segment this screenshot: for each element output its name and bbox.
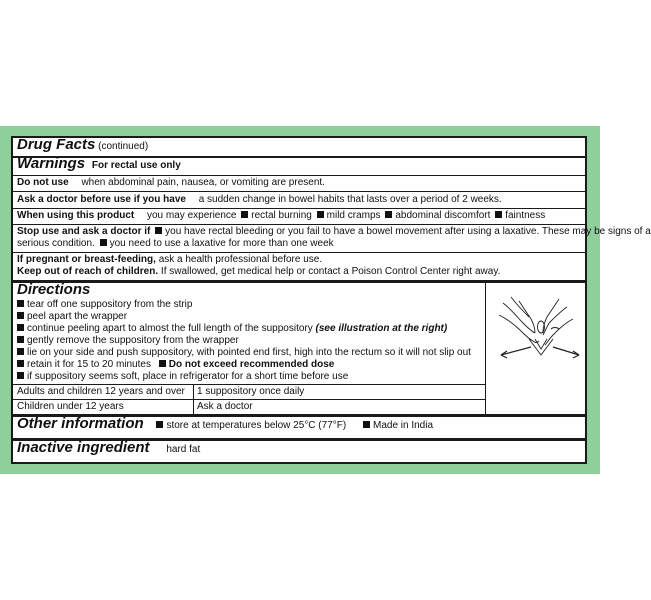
- dose-group: Children under 12 years: [17, 401, 124, 412]
- bullet-square-icon: [17, 336, 24, 343]
- bullet-square-icon: [385, 211, 392, 218]
- bullet-square-icon: [156, 421, 163, 428]
- direction-text: peel apart the wrapper: [27, 311, 128, 322]
- bullet-square-icon: [159, 360, 166, 367]
- divider: [13, 191, 585, 192]
- stop-use-text-1: you have rectal bleeding or you fail to have a bowel movement after using a laxative. These may be signs of a: [165, 226, 651, 237]
- bullet-square-icon: [100, 239, 107, 246]
- direction-text: if suppository seems soft, place in refrigerator for a short time before use: [27, 371, 349, 382]
- bullet-square-icon: [317, 211, 324, 218]
- direction-text: tear off one suppository from the strip: [27, 299, 193, 310]
- table-row-dose: [197, 401, 253, 413]
- bullet-square-icon: [17, 360, 24, 367]
- warnings-subtitle: For rectal use only: [91, 160, 181, 171]
- side-effect-item: rectal burning: [251, 210, 312, 221]
- bullet-square-icon: [17, 324, 24, 331]
- label-panel: [0, 126, 651, 474]
- side-effect-item: mild cramps: [326, 210, 381, 221]
- table-divider: [13, 399, 485, 400]
- stop-use-text-3: you need to use a laxative for more than one week: [109, 238, 334, 249]
- direction-text: lie on your side and push suppository, with pointed end first, high into the rectum so it will not slip out: [27, 347, 471, 358]
- bullet-square-icon: [17, 312, 24, 319]
- side-effect-item: abdominal discomfort: [395, 210, 491, 221]
- ask-doctor-text: a sudden change in bowel habits that lasts over a period of 2 weeks.: [198, 194, 502, 205]
- table-row: [17, 401, 581, 413]
- stop-use-row-2: [17, 238, 581, 250]
- dose-value: 1 suppository once daily: [197, 386, 305, 397]
- do-not-use-text: when abdominal pain, nausea, or vomiting are present.: [81, 177, 325, 188]
- table-divider: [13, 384, 485, 385]
- continued-label: (continued): [98, 141, 149, 152]
- when-using-intro: you may experience: [147, 210, 237, 221]
- do-not-use-label: Do not use: [17, 177, 69, 188]
- pregnant-row: [17, 254, 581, 266]
- origin-info: Made in India: [372, 420, 434, 431]
- bullet-square-icon: [17, 372, 24, 379]
- drug-facts-box: [11, 136, 651, 464]
- storage-info: store at temperatures below 25°C (77°F): [166, 420, 347, 431]
- illustration-note: (see illustration at the right): [315, 323, 448, 334]
- divider: [13, 224, 585, 225]
- table-row-dose: [197, 386, 304, 398]
- direction-text: retain it for 15 to 20 minutes: [27, 359, 151, 370]
- illustration-divider: [485, 282, 486, 414]
- inactive-ingredient-row: [17, 439, 581, 456]
- when-using-label: When using this product: [17, 210, 135, 221]
- inactive-ingredient-text: hard fat: [166, 444, 201, 455]
- children-label: Keep out of reach of children.: [17, 266, 159, 277]
- dose-warning: Do not exceed recommended dose: [168, 359, 335, 370]
- direction-text: continue peeling apart to almost the full length of the suppository: [27, 323, 313, 334]
- drug-facts-header: [17, 136, 581, 153]
- bullet-square-icon: [155, 227, 162, 234]
- side-effect-item: faintness: [505, 210, 546, 221]
- hands-peeling-suppository-illustration: [489, 289, 585, 383]
- other-information-row: [17, 415, 581, 432]
- directions-title: Directions: [17, 281, 91, 298]
- bullet-square-icon: [17, 348, 24, 355]
- ask-doctor-row: [17, 194, 581, 206]
- dose-value: Ask a doctor: [197, 401, 253, 412]
- divider: [13, 208, 585, 209]
- table-column-divider: [193, 384, 194, 414]
- do-not-use-row: [17, 177, 581, 189]
- pregnant-text: ask a health professional before use.: [158, 254, 323, 265]
- children-text: If swallowed, get medical help or contact a Poison Control Center right away.: [160, 266, 501, 277]
- warnings-heading: [17, 155, 581, 172]
- drug-facts-title: Drug Facts: [17, 136, 96, 153]
- when-using-row: [17, 210, 581, 222]
- warnings-title: Warnings: [17, 155, 86, 172]
- divider: [13, 252, 585, 253]
- stop-use-row-1: [17, 226, 651, 238]
- divider: [13, 280, 585, 283]
- inactive-ingredient-title: Inactive ingredient: [17, 439, 150, 456]
- divider: [13, 175, 585, 176]
- dose-group: Adults and children 12 years and over: [17, 386, 185, 397]
- pregnant-label: If pregnant or breast-feeding,: [17, 254, 156, 265]
- ask-doctor-label: Ask a doctor before use if you have: [17, 194, 186, 205]
- stop-use-text-2: serious condition.: [17, 238, 95, 249]
- bullet-square-icon: [241, 211, 248, 218]
- bullet-square-icon: [363, 421, 370, 428]
- stop-use-label: Stop use and ask a doctor if: [17, 226, 151, 237]
- other-information-title: Other information: [17, 415, 144, 432]
- bullet-square-icon: [495, 211, 502, 218]
- children-row: [17, 266, 581, 278]
- direction-text: gently remove the suppository from the wrapper: [27, 335, 239, 346]
- bullet-square-icon: [17, 300, 24, 307]
